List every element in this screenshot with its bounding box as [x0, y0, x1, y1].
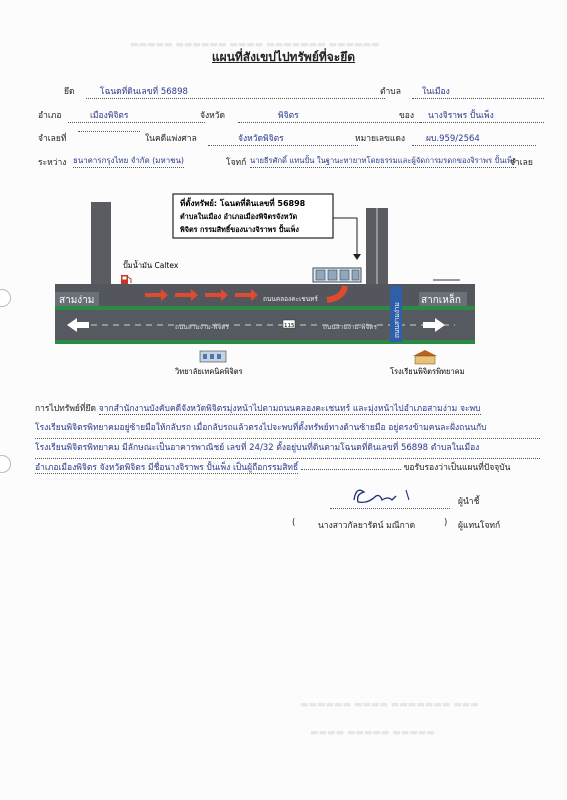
- left-place-label: สามง่าม: [59, 295, 95, 306]
- subdistrict-field: ในเมือง: [412, 84, 544, 99]
- bleed-through-text: ▬▬▬▬ ▬▬▬▬▬ ▬▬▬▬▬: [310, 728, 435, 738]
- bleed-through-text: ▬▬▬▬▬▬ ▬▬▬▬ ▬▬▬▬▬▬▬ ▬▬▬: [300, 700, 479, 710]
- target-property-icon: [313, 268, 361, 282]
- binder-hole-top: [0, 289, 11, 307]
- main-road-label-left: ถนนสามง่าม-พิจิตร: [175, 323, 229, 331]
- vertical-road-sign-text: ถนนสามง่าม: [393, 302, 401, 338]
- subdistrict-label: ตำบล: [380, 87, 401, 97]
- open-paren: (: [292, 518, 296, 528]
- handwritten-signature: [340, 480, 430, 510]
- seize-label: ยึด: [64, 87, 75, 97]
- route-text-1: จากสำนักงานบังคับคดีจังหวัดพิจิตรมุ่งหน้าไปตามถนนคลองคะเชนทร์ และมุ่งหน้าไปอำเภอสามง่าม จะพบ: [98, 404, 481, 414]
- road-median-bottom: [55, 340, 475, 344]
- close-paren: ): [444, 518, 448, 528]
- owner-field: นางจิราพร ปั้นเพ็ง: [420, 108, 544, 123]
- route-text-3: โรงเรียนพิจิตรพิทยาคม มีลักษณะเป็นอาคารพาณิชย์ เลขที่ 24/32 ตั้งอยู่บนที่ดินตามโฉนดที่ดินเลขที่ 56898 ตำบลในเมือง: [35, 439, 540, 459]
- district-label: อำเภอ: [38, 111, 62, 121]
- officer-field: [78, 131, 140, 132]
- signer-name: นางสาวกัลยารัตน์ มณีกาด: [318, 521, 416, 531]
- gas-station-icon: [121, 275, 131, 284]
- signature-line: [330, 508, 450, 509]
- owner-label: ของ: [399, 111, 415, 121]
- college-label: วิทยาลัยเทคนิคพิจิตร: [175, 367, 243, 376]
- page-title: แผนที่สังเขปไปทรัพย์ที่จะยึด: [211, 50, 356, 64]
- between-label: ระหว่าง: [38, 158, 67, 168]
- defendant-label: จำเลย: [510, 158, 533, 168]
- plaintiff-field: ธนาคารกรุงไทย จำกัด (มหาชน): [73, 155, 184, 168]
- route-text-4: อำเภอเมืองพิจิตร จังหวัดพิจิตร มีชื่อนางจิราพร ปั้นเพ็ง เป็นผู้ถือกรรมสิทธิ์: [35, 463, 299, 473]
- college-building-icon: [200, 351, 226, 362]
- route-paragraph: [35, 400, 540, 478]
- callout-pointer: [333, 218, 357, 258]
- route-text-2: โรงเรียนพิจิตรพิทยาคมอยู่ซ้ายมือให้กลับรถ เมื่อกลับรถแล้วตรงไปจะพบที่ตั้งทรัพย์ทางด้านซ้ายมือ อยู่ตรงข้ามคนละฝั่งถนนกับ: [35, 419, 540, 439]
- upper-road-label: ถนนคลองคะเชนทร์: [263, 295, 318, 303]
- province-label: จังหวัด: [200, 111, 226, 121]
- main-road-label-right: ถนนสามง่าม-พิจิตร: [323, 323, 377, 331]
- court-label: ในคดีแพ่งศาล: [145, 134, 197, 144]
- officer-label: จำเลยที่: [38, 134, 67, 144]
- case-field: ผบ.959/2564: [412, 131, 536, 146]
- route-number: 115: [284, 323, 295, 329]
- route-line-4: [35, 459, 540, 478]
- school-building-icon: [413, 350, 437, 364]
- bleed-through-text: ▬▬▬▬▬ ▬▬▬▬▬▬ ▬▬▬▬ ▬▬▬▬▬▬▬ ▬▬▬▬▬▬: [130, 40, 380, 50]
- binder-hole-bottom: [0, 455, 11, 473]
- court-field: จังหวัดพิจิตร: [208, 131, 358, 146]
- province-field: พิจิตร: [238, 108, 420, 123]
- signer-role: ผู้แทนโจทก์: [458, 521, 501, 531]
- callout-line-3: พิจิตร กรรมสิทธิ์ของนางจิราพร ปั้นเพ็ง: [180, 225, 299, 234]
- school-label: โรงเรียนพิจิตรพิทยาคม: [390, 367, 465, 376]
- callout-line-1: ที่ตั้งทรัพย์: โฉนดที่ดินเลขที่ 56898: [180, 199, 306, 208]
- road-median-top: [55, 306, 475, 310]
- deed-field: โฉนดที่ดินเลขที่ 56898: [86, 84, 385, 99]
- route-intro: การไปทรัพย์ที่ยึด: [35, 404, 97, 414]
- guide-label: ผู้นำชี้: [458, 497, 480, 507]
- route-line-1: [35, 400, 540, 419]
- gas-station-label: ปั๊มน้ำมัน Caltex: [123, 261, 179, 270]
- right-place-label: สากเหล็ก: [421, 295, 461, 306]
- callout-line-2: ตำบลในเมือง อำเภอเมืองพิจิตรจังหวัด: [180, 212, 298, 221]
- district-field: เมืองพิจิตร: [68, 108, 205, 123]
- case-label: หมายเลขแดง: [355, 134, 406, 144]
- certify-text: ขอรับรองว่าเป็นแผนที่ปัจจุบัน: [403, 463, 511, 473]
- defendant-field: นายธีรศักดิ์ แทนปั้น ในฐานะทายาทโดยธรรมและผู้จัดการมรดกของจิราพร ปั้นเพ็ง: [250, 155, 516, 168]
- location-map: [35, 178, 535, 383]
- plaintiff-label: โจทก์: [226, 158, 247, 168]
